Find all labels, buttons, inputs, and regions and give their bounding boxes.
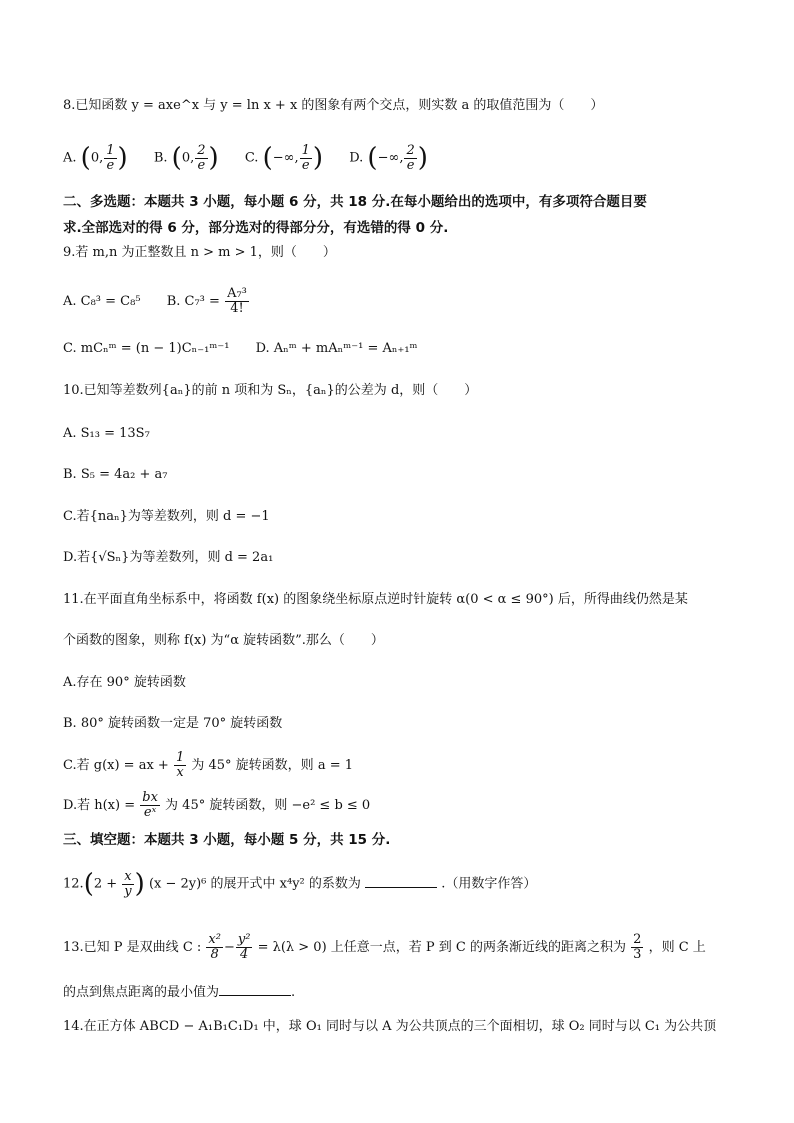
q11-option-a[interactable]: A.存在 90° 旋转函数 <box>63 675 186 690</box>
q13-line2: 的点到焦点距离的最小值为 . <box>63 981 295 1003</box>
q8-option-d[interactable]: D. (−∞, $\frac{2}{e}$ ) <box>349 142 428 173</box>
q8-stem: 8.已知函数 y = axe^x 与 y = ln x + x 的图象有两个交点，则实数 a 的取值范围为（ ） <box>63 98 604 113</box>
section3-heading: 三、填空题：本题共 3 小题，每小题 5 分，共 15 分. <box>63 832 391 848</box>
q14-stem: 14.在正方体 ABCD − A₁B₁C₁D₁ 中，球 O₁ 同时与以 A 为公共顶点的三个面相切，球 O₂ 同时与以 C₁ 为公共顶 <box>63 1019 717 1034</box>
q11-stem-line1: 11.在平面直角坐标系中，将函数 f(x) 的图象绕坐标原点逆时针旋转 α(0 < α ≤ 90°) 后，所得曲线仍然是某 <box>63 592 688 607</box>
q9-option-b[interactable]: B. C₇³ = $\frac{\text{A₇³}}{4!}$ <box>166 286 247 316</box>
q11-option-d[interactable]: D.若 h(x) = $\frac{bx}{\text{eˣ}}$ 为 45° 旋转函数，则 −e² ≤ b ≤ 0 <box>63 790 371 820</box>
q13-line1: 13.已知 P 是双曲线 C : $\frac{\text{x²}}{8}$ − $\frac{\text{y²}}{4}$ = λ(λ > 0) 上任意一点，若 P 到 C 的两条渐近线的距离之积为 $\frac{2}{3}$ ，则 C 上 <box>63 932 706 962</box>
q9-options-ab <box>63 284 272 320</box>
q12-answer-blank[interactable] <box>365 873 437 888</box>
q9-option-a[interactable]: A. C₈³ = C₈⁵ <box>63 294 141 309</box>
q9-option-c[interactable]: C. mCₙᵐ = (n − 1)Cₙ₋₁ᵐ⁻¹ <box>63 341 230 356</box>
q8-options <box>63 138 450 179</box>
section2-heading-line2: 求.全部选对的得 6 分，部分选对的得部分分，有选错的得 0 分. <box>63 220 449 236</box>
q9-stem: 9.若 m,n 为正整数且 n > m > 1，则（ ） <box>63 245 336 260</box>
q10-option-a[interactable]: A. S₁₃ = 13S₇ <box>63 426 150 441</box>
q8-option-c[interactable]: C. (−∞, $\frac{1}{e}$ ) <box>244 142 324 173</box>
q11-option-c[interactable]: C.若 g(x) = ax + $\frac{1}{x}$ 为 45° 旋转函数，则 a = 1 <box>63 750 353 780</box>
q8-option-a[interactable]: A. (0, $\frac{1}{e}$ ) <box>63 142 128 173</box>
q8-option-b[interactable]: B. (0, $\frac{2}{e}$ ) <box>153 142 219 173</box>
q9-options-cd <box>63 339 440 359</box>
q11-option-b[interactable]: B. 80° 旋转函数一定是 70° 旋转函数 <box>63 716 283 731</box>
q10-option-b[interactable]: B. S₅ = 4a₂ + a₇ <box>63 467 168 482</box>
q13-answer-blank[interactable] <box>219 981 291 996</box>
q11-stem-line2: 个函数的图象，则称 f(x) 为“α 旋转函数”.那么（ ） <box>63 633 384 648</box>
q12: 12.(2 + $\frac{x}{y}$ ) (x − 2y)⁶ 的展开式中 x⁴y² 的系数为 .（用数字作答） <box>63 868 537 899</box>
q10-option-d[interactable]: D.若{√Sₙ}为等差数列，则 d = 2a₁ <box>63 550 274 565</box>
q10-option-c[interactable]: C.若{naₙ}为等差数列，则 d = −1 <box>63 509 270 524</box>
section2-heading-line1: 二、多选题：本题共 3 小题，每小题 6 分，共 18 分.在每小题给出的选项中，有多项符合题目要 <box>63 194 647 210</box>
q9-option-d[interactable]: D. Aₙᵐ + mAₙᵐ⁻¹ = Aₙ₊₁ᵐ <box>255 341 418 356</box>
q10-stem: 10.已知等差数列{aₙ}的前 n 项和为 Sₙ，{aₙ}的公差为 d，则（ ） <box>63 383 478 398</box>
